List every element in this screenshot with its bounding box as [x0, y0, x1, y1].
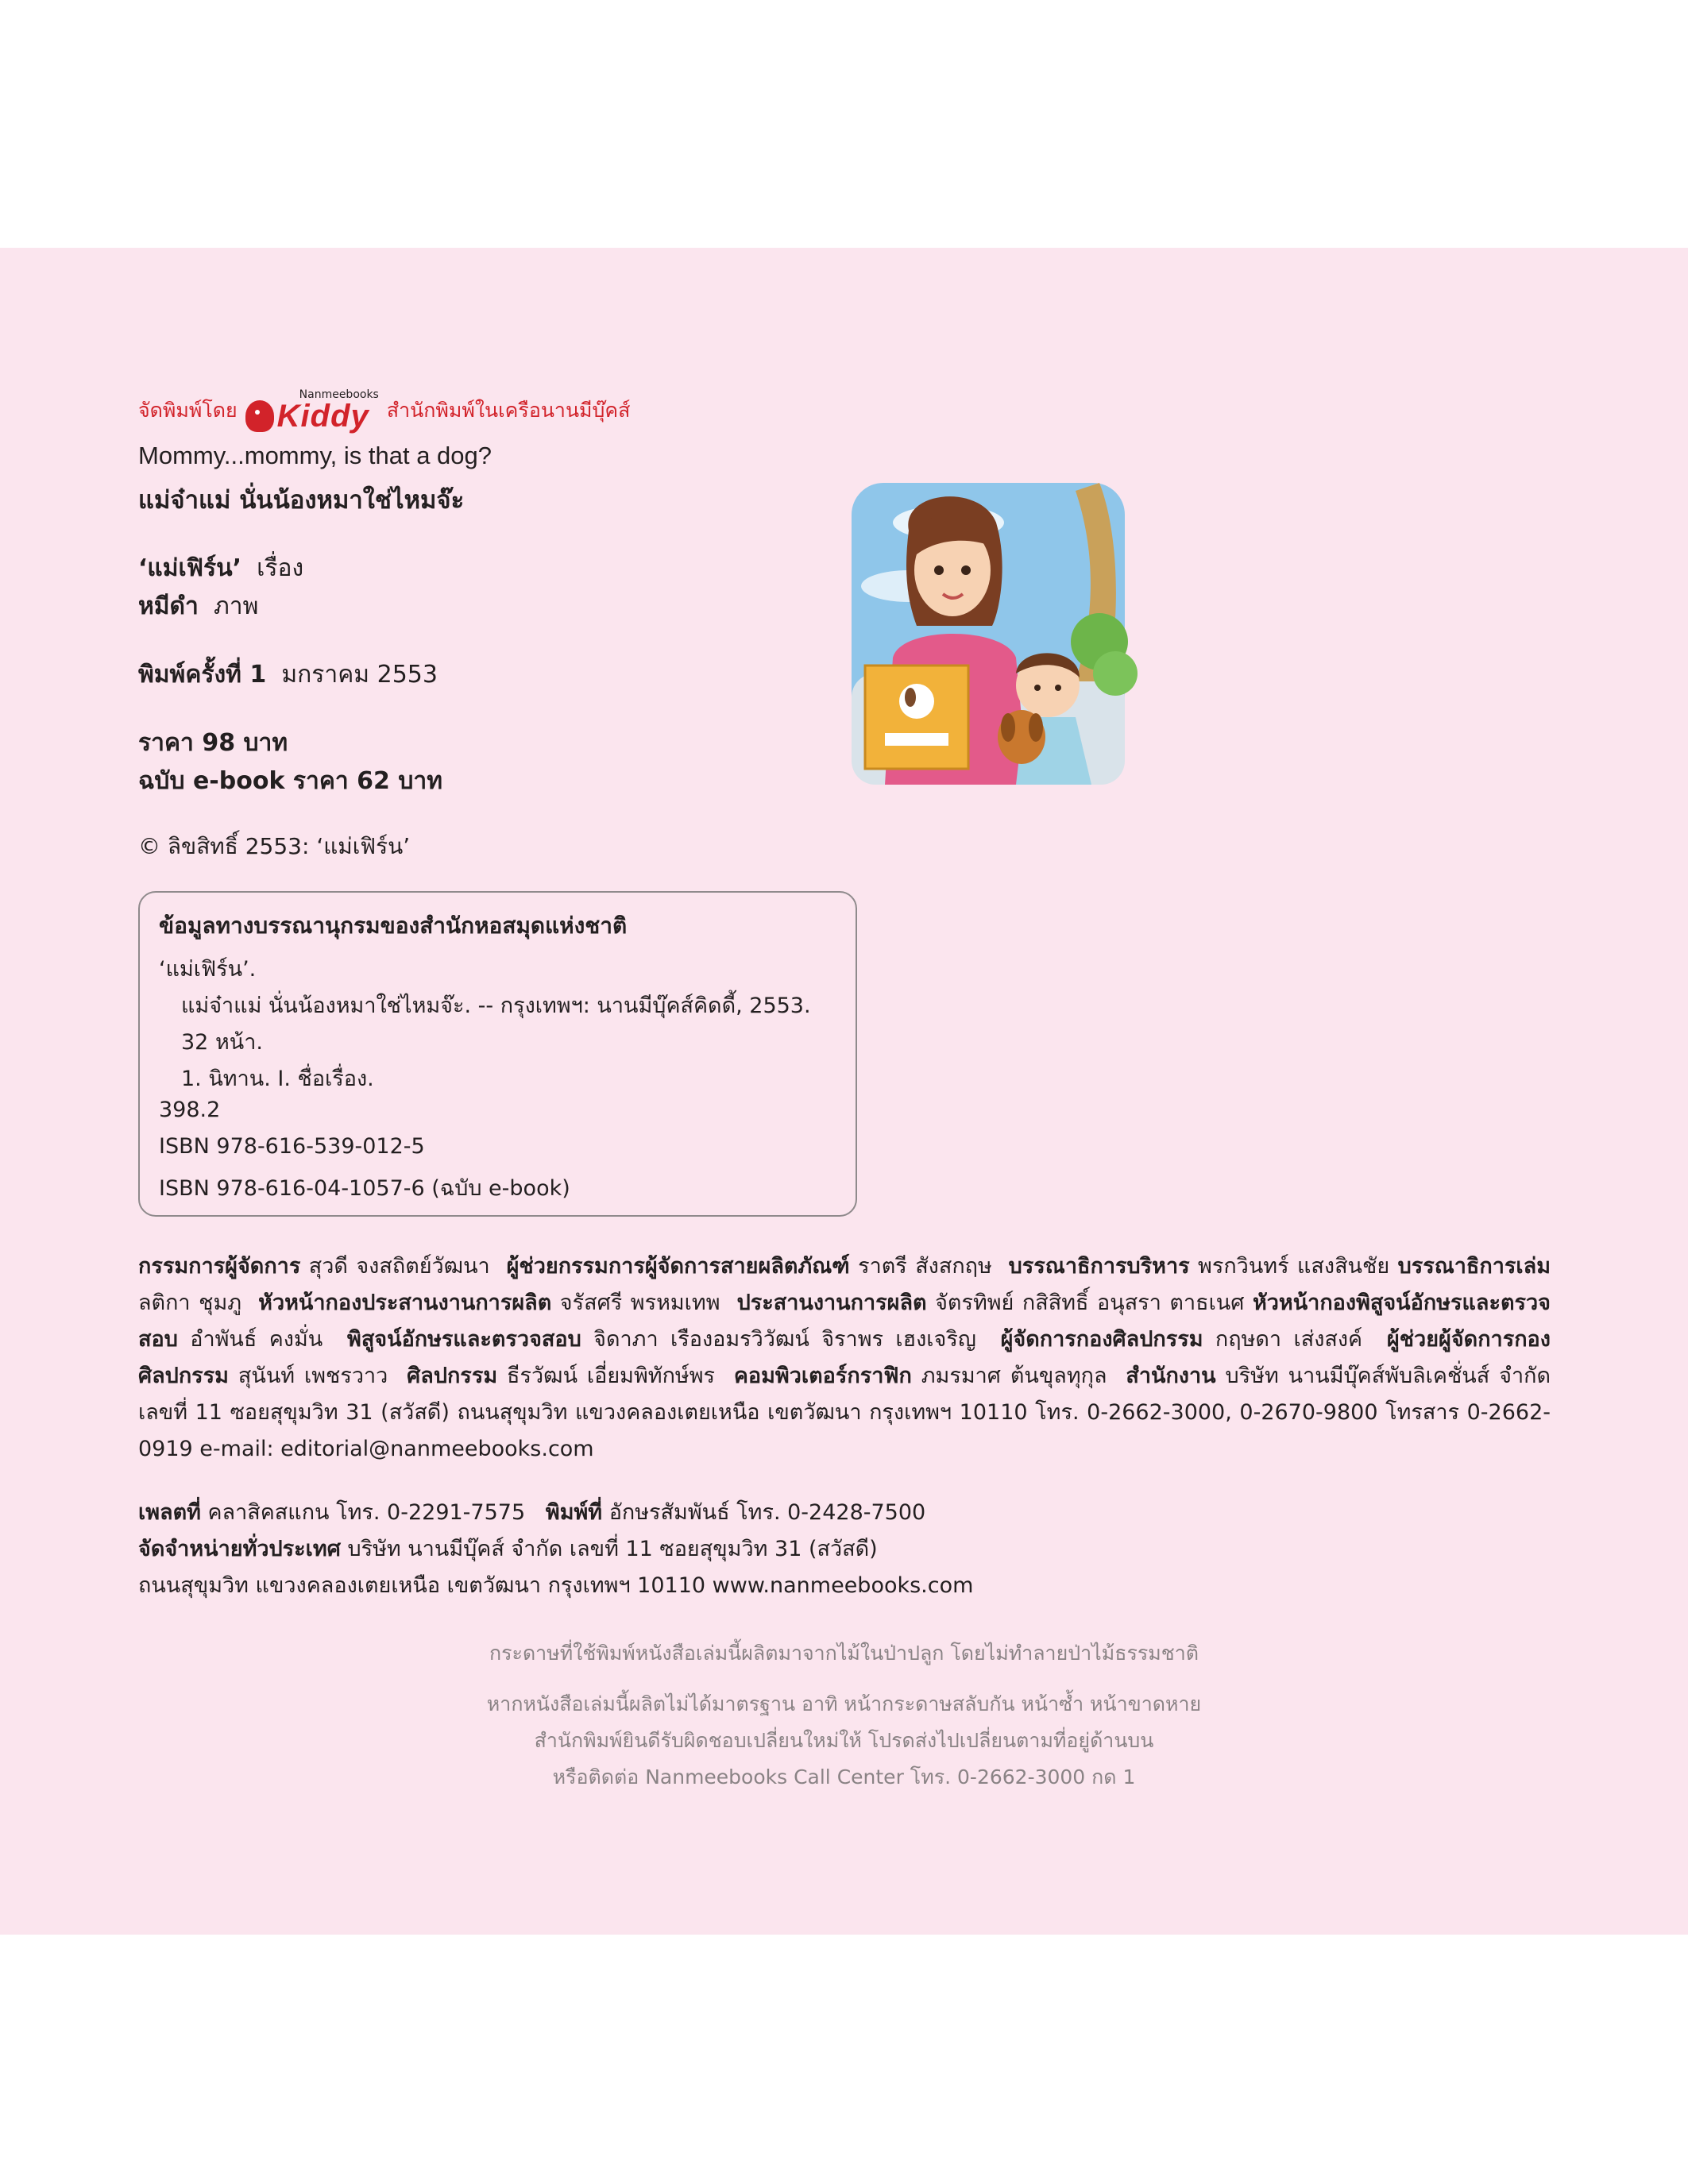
credit-role: คอมพิวเตอร์กราฟิก	[733, 1364, 912, 1388]
catalog-line: ‘แม่เฟิร์น’.	[159, 957, 257, 982]
kiddy-mascot-icon	[245, 400, 274, 432]
defect-note-1: หากหนังสือเล่มนี้ผลิตไม่ได้มาตรฐาน อาทิ หน้ากระดาษสลับกัน หน้าซ้ำ หน้าขาดหาย	[486, 1692, 1202, 1715]
copyright: © ลิขสิทธิ์ 2553: ‘แม่เฟิร์น’	[138, 833, 411, 859]
catalog-line: แม่จ๋าแม่ นั่นน้องหมาใช่ไหมจ๊ะ. -- กรุงเทพฯ: นานมีบุ๊คส์คิดดี้, 2553.	[181, 994, 811, 1018]
logo-big-text: Kiddy	[276, 399, 369, 434]
catalog-line: 1. นิทาน. I. ชื่อเรื่อง.	[181, 1067, 374, 1091]
credit-names: ลติกา ชุมภู	[138, 1291, 242, 1315]
plate-label: เพลตที่	[138, 1500, 201, 1525]
price: ราคา 98 บาท	[138, 729, 288, 757]
plate-value: คลาสิคสแกน โทร. 0-2291-7575	[207, 1500, 526, 1525]
title-thai: แม่จ๋าแม่ นั่นน้องหมาใช่ไหมจ๊ะ	[138, 486, 465, 515]
credit-names: ภมรมาศ ต้นขุลทุกุล	[921, 1364, 1107, 1388]
print-address: ถนนสุขุมวิท แขวงคลองเตยเหนือ เขตวัฒนา กรุงเทพฯ 10110 www.nanmeebooks.com	[138, 1573, 974, 1598]
cover-illustration	[837, 475, 1139, 793]
credit-role: ผู้ช่วยผู้จัดการกองศิลปกรรม	[138, 1327, 1551, 1388]
credit-role: บรรณาธิการเล่ม	[1397, 1254, 1551, 1279]
credit-role: สำนักงาน	[1126, 1364, 1216, 1388]
illustrator-name: หมีดำ	[138, 592, 199, 620]
credit-names: จรัสศรี พรหมเทพ	[559, 1291, 720, 1315]
credit-names: กฤษดา เส่งสงค์	[1215, 1327, 1363, 1352]
catalog-title: ข้อมูลทางบรรณานุกรมของสำนักหอสมุดแห่งชาติ	[159, 913, 628, 939]
title-english: Mommy...mommy, is that a dog?	[138, 442, 492, 469]
publisher-line	[138, 389, 630, 432]
distributor-label: จัดจำหน่ายทั่วประเทศ	[138, 1537, 341, 1561]
distributor-value: บริษัท นานมีบุ๊คส์ จำกัด เลขที่ 11 ซอยสุขุมวิท 31 (สวัสดี)	[347, 1537, 878, 1561]
credit-names: จัตรทิพย์ กสิสิทธิ์ อนุสรา ตาธเนศ	[935, 1291, 1245, 1315]
credit-role: พิสูจน์อักษรและตรวจสอบ	[347, 1327, 581, 1352]
logo-small-text: Nanmeebooks	[299, 388, 379, 401]
author-role: เรื่อง	[257, 554, 304, 582]
printer-label: พิมพ์ที่	[545, 1500, 603, 1525]
catalog-line: 32 หน้า.	[181, 1030, 263, 1055]
catalog-line: ISBN 978-616-04-1057-6 (ฉบับ e-book)	[159, 1176, 570, 1201]
credit-names: ธีรวัฒน์ เอี่ยมพิทักษ์พร	[507, 1364, 716, 1388]
edition-date: มกราคม 2553	[281, 661, 438, 689]
illustrator-line	[138, 588, 258, 625]
credit-role: ประสานงานการผลิต	[736, 1291, 927, 1315]
publisher-suffix: สำนักพิมพ์ในเครือนานมีบุ๊คส์	[386, 399, 631, 422]
credit-role: หัวหน้ากองประสานงานการผลิต	[258, 1291, 552, 1315]
defect-note-2: สำนักพิมพ์ยินดีรับผิดชอบเปลี่ยนใหม่ให้ โปรดส่งไปเปลี่ยนตามที่อยู่ด้านบน	[534, 1729, 1154, 1752]
credit-names: สุวดี จงสถิตย์วัฒนา	[308, 1254, 490, 1279]
edition-line	[138, 656, 438, 693]
paper-note: กระดาษที่ใช้พิมพ์หนังสือเล่มนี้ผลิตมาจากไม้ในป่าปลูก โดยไม่ทำลายป่าไม้ธรรมชาติ	[489, 1642, 1199, 1665]
defect-note-3: หรือติดต่อ Nanmeebooks Call Center โทร. 0-2662-3000 กด 1	[552, 1765, 1136, 1788]
credit-names: จิดาภา เรืองอมรวิวัฒน์ จิราพร เฮงเจริญ	[593, 1327, 976, 1352]
credit-role: ศิลปกรรม	[407, 1364, 498, 1388]
credit-names: พรกวินทร์ แสงสินชัย	[1198, 1254, 1390, 1279]
credit-names: อำพันธ์ คงมั่น	[190, 1327, 323, 1352]
catalog-line: 398.2	[159, 1098, 221, 1122]
illustrator-role: ภาพ	[213, 592, 259, 620]
credit-role: ผู้จัดการกองศิลปกรรม	[1000, 1327, 1203, 1352]
kiddy-logo	[245, 389, 379, 432]
credit-role: หัวหน้ากองพิสูจน์อักษรและตรวจสอบ	[138, 1291, 1551, 1352]
print-line-2	[138, 1531, 973, 1568]
credit-names: สุนันท์ เพชรวาว	[238, 1364, 388, 1388]
edition-label: พิมพ์ครั้งที่ 1	[138, 661, 267, 689]
ebook-price: ฉบับ e-book ราคา 62 บาท	[138, 767, 443, 795]
author-line	[138, 550, 303, 587]
staff-credits	[138, 1248, 1551, 1468]
credit-role: ผู้ช่วยกรรมการผู้จัดการสายผลิตภัณฑ์	[506, 1254, 850, 1279]
credit-names: บริษัท นานมีบุ๊คส์พับลิเคชั่นส์ จำกัด เลขที่ 11 ซอยสุขุมวิท 31 (สวัสดี) ถนนสุขุมวิท แขวงคลองเตยเหนือ เขตวัฒนา กรุงเทพฯ 10110 โทร. 0-2662-3000, 0-2670-9800 โทรสาร 0-2662-0919 e-mail: editorial@nanmeebooks.com	[138, 1364, 1551, 1461]
credit-role: บรรณาธิการบริหาร	[1008, 1254, 1190, 1279]
credit-role: กรรมการผู้จัดการ	[138, 1254, 301, 1279]
catalog-line: ISBN 978-616-539-012-5	[159, 1134, 425, 1159]
credit-names: ราตรี สังสกฤษ	[858, 1254, 992, 1279]
print-info	[138, 1495, 973, 1604]
publisher-prefix: จัดพิมพ์โดย	[138, 399, 238, 422]
author-name: ‘แม่เฟิร์น’	[138, 554, 242, 582]
print-line-1	[138, 1495, 973, 1531]
printer-value: อักษรสัมพันธ์ โทร. 0-2428-7500	[608, 1500, 926, 1525]
